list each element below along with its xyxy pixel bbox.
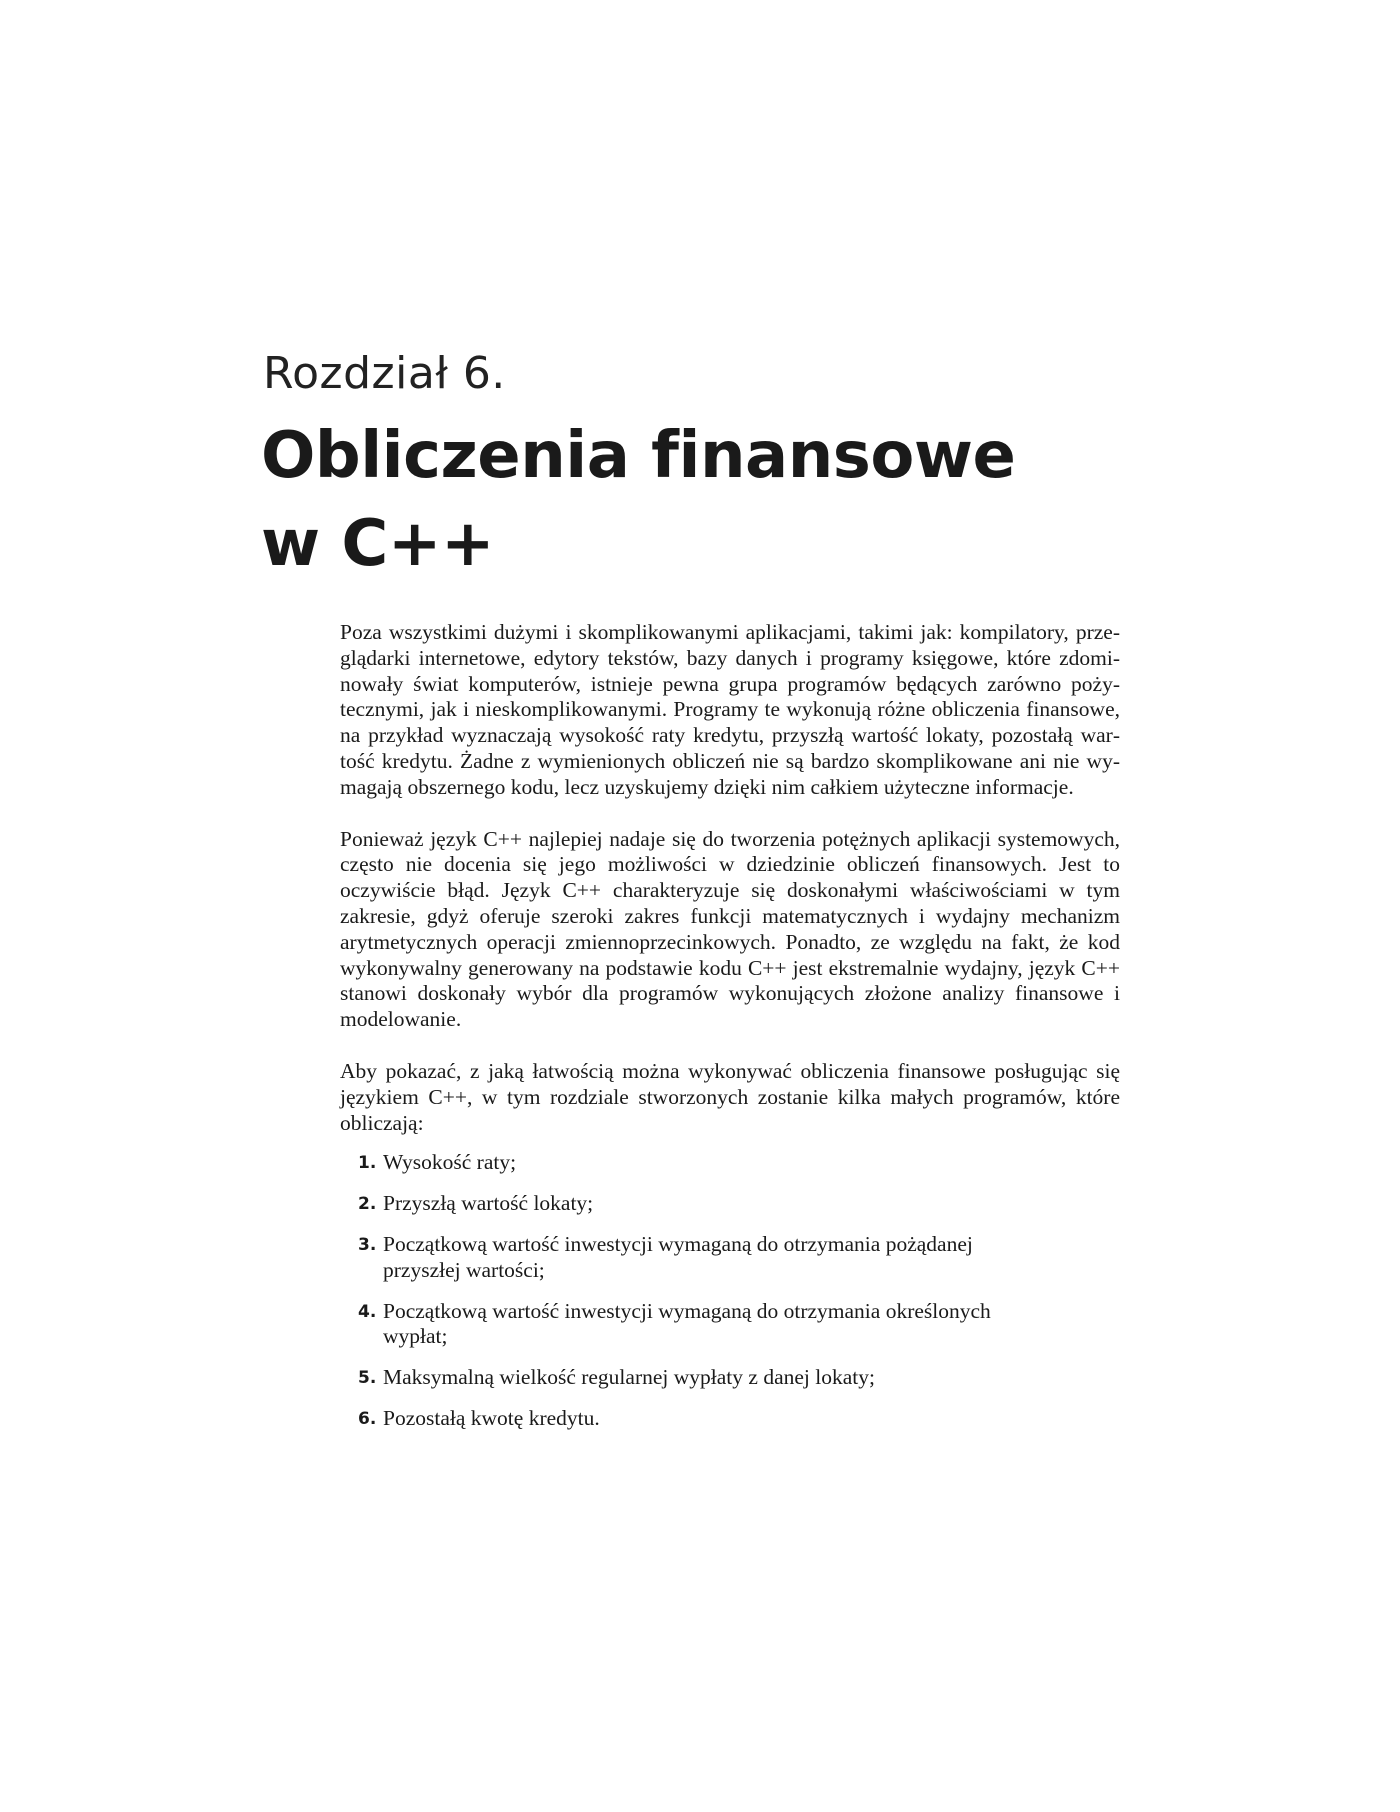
paragraph: Poza wszystkimi dużymi i skomplikowanymi aplikacjami, takimi jak: kompilatory, przeglądarki internetowe, edytory tekstów, bazy danych i programy księgowe, które zdominowały świat komputerów, istnieje pewna grupa programów będących zarówno pożytecznymi, jak i nieskomplikowanymi. Programy te wykonują różne obliczenia finansowe, na przykład wyznaczają wysokość raty kredytu, przyszłą wartość lokaty, pozostałą wartość kredytu. Żadne z wymienionych obliczeń nie są bardzo skomplikowane ani nie wymagają obszernego kodu, lecz uzyskujemy dzięki nim całkiem użyteczne informacje.: [340, 620, 1120, 799]
list-item-number: 5.: [358, 1368, 377, 1389]
list-item-text: Pozostałą kwotę kredytu.: [383, 1405, 600, 1430]
list-item: [358, 1299, 1058, 1351]
list-item-text: Maksymalną wielkość regularnej wypłaty z danej lokaty;: [383, 1365, 875, 1390]
chapter-title: [261, 412, 1021, 588]
list-item-text: Początkową wartość inwestycji wymaganą do otrzymania określonych wypłat;: [383, 1298, 991, 1349]
list-item-number: 4.: [358, 1301, 377, 1322]
list-item-number: 1.: [358, 1153, 377, 1174]
chapter-title-line-1: Obliczenia finansowe: [261, 419, 1016, 493]
chapter-label: Rozdział 6.: [263, 348, 506, 399]
list-item-number: 3.: [358, 1234, 377, 1255]
list-item: [358, 1232, 1023, 1284]
list-item-text: Początkową wartość inwestycji wymaganą do otrzymania pożądanej przyszłej wartości;: [383, 1231, 973, 1282]
list-item-text: Wysokość raty;: [383, 1150, 517, 1175]
list-item-number: 6.: [358, 1408, 377, 1429]
chapter-title-line-2: w C++: [261, 507, 495, 581]
list-item-number: 2.: [358, 1194, 377, 1215]
list-item: [358, 1406, 1073, 1432]
paragraph: Aby pokazać, z jaką łatwością można wykonywać obliczenia finansowe posługując się językiem C++, w tym rozdziale stworzonych zostanie kilka małych programów, które obliczają:: [340, 1058, 1120, 1135]
list-item: [358, 1150, 1073, 1176]
chapter-body: [340, 620, 1120, 1447]
numbered-list: [340, 1150, 1120, 1431]
paragraph: Ponieważ język C++ najlepiej nadaje się do tworzenia potężnych aplikacji systemowych, często nie docenia się jego możliwości w dziedzinie obliczeń finansowych. Jest to oczywiście błąd. Język C++ charakteryzuje się doskonałymi właściwościami w tym zakresie, gdyż oferuje szeroki zakres funkcji matematycznych i wydajny mechanizm arytmetycznych operacji zmiennoprzecinkowych. Ponadto, ze względu na fakt, że kod wykonywalny generowany na podstawie kodu C++ jest ekstremalnie wydajny, język C++ stanowi doskonały wybór dla programów wykonujących złożone analizy finansowe i modelowanie.: [340, 826, 1120, 1032]
list-item: [358, 1191, 1073, 1217]
list-item: [358, 1365, 1073, 1391]
list-item-text: Przyszłą wartość lokaty;: [383, 1191, 594, 1216]
